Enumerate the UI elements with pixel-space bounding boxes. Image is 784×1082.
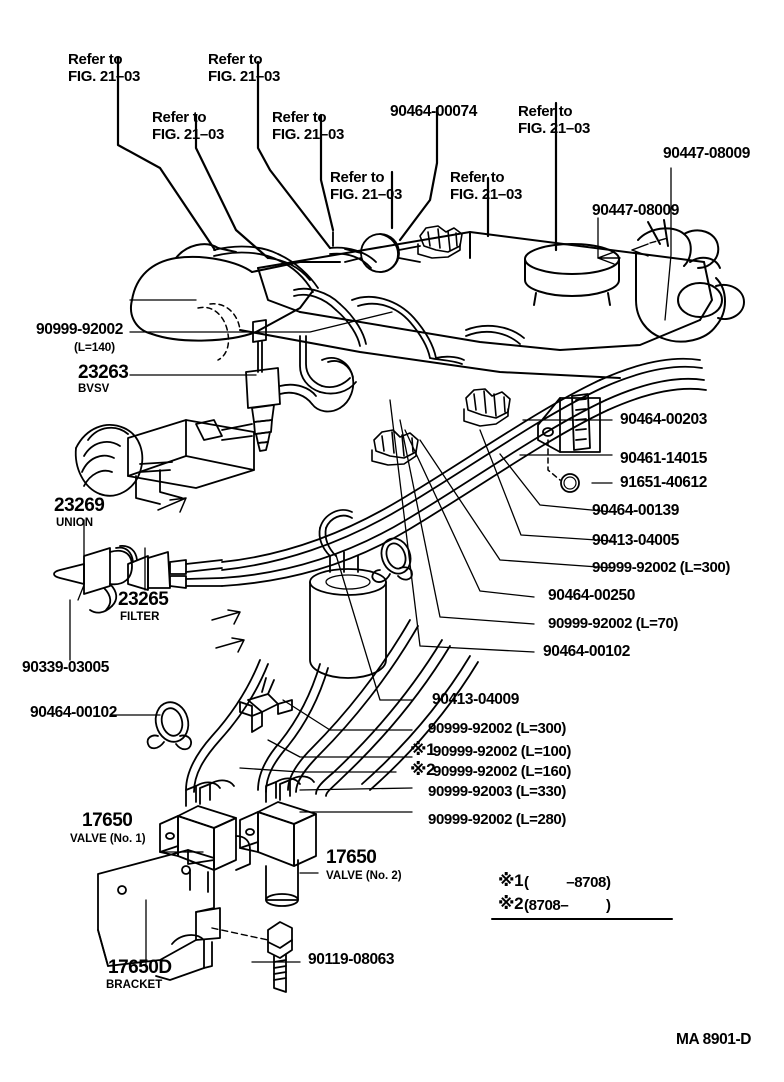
refer-label-7: Refer to FIG. 21–03 <box>518 103 591 137</box>
part-label-90999-92002-300-b: 90999-92002 (L=300) <box>428 720 566 737</box>
part-label-90447-08009-center: 90447-08009 <box>592 202 679 219</box>
part-label-90999-92002-280: 90999-92002 (L=280) <box>428 811 566 828</box>
part-label-90464-00102-right: 90464-00102 <box>543 643 630 660</box>
part-label-23269-sub: UNION <box>56 517 94 529</box>
left-duct <box>128 420 254 504</box>
part-label-m2-90999-92002-160: 90999-92002 (L=160) <box>433 763 571 780</box>
bolt-90119 <box>212 922 292 992</box>
clamp-cluster-mid <box>372 430 418 465</box>
part-label-23263-sub: BVSV <box>78 383 110 395</box>
left-bellows <box>76 425 172 496</box>
part-label-23269: 23269 <box>54 495 105 516</box>
part-label-17650-no2: 17650 <box>326 847 377 868</box>
part-label-90119-08063: 90119-08063 <box>308 951 395 968</box>
part-label-17650d-sub: BRACKET <box>106 979 163 991</box>
legend-row-1-text: ( –8708) <box>524 874 611 891</box>
refer-label-6: Refer to FIG. 21–03 <box>450 169 523 203</box>
part-label-m1-90999-92002-100: 90999-92002 (L=100) <box>433 743 571 760</box>
part-label-90999-92002-140: 90999-92002 <box>36 321 123 338</box>
part-label-91651-40612: 91651-40612 <box>620 474 707 491</box>
part-label-90999-92003-330: 90999-92003 (L=330) <box>428 783 566 800</box>
part-label-90464-00139: 90464-00139 <box>592 502 679 519</box>
valve-17650-no1 <box>160 780 250 892</box>
clamp-cluster-right-mid <box>464 389 510 426</box>
arrow-marks <box>158 498 244 652</box>
part-label-90464-00203: 90464-00203 <box>620 411 707 428</box>
refer-label-4: Refer to FIG. 21–03 <box>272 109 345 143</box>
legend-row-2-text: (8708– ) <box>524 897 611 914</box>
refer-label-5: Refer to FIG. 21–03 <box>330 169 403 203</box>
legend-mark-2: ※2 <box>498 894 524 913</box>
engine-upper-assembly <box>131 232 712 378</box>
part-label-17650-no2-sub: VALVE (No. 2) <box>326 870 402 882</box>
part-label-23265: 23265 <box>118 589 169 610</box>
refer-label-3: Refer to FIG. 21–03 <box>152 109 225 143</box>
part-label-23263: 23263 <box>78 362 129 383</box>
part-label-23265-sub: FILTER <box>120 611 160 623</box>
figure-code: MA 8901-D <box>676 1031 752 1048</box>
valve-17650-no2 <box>240 776 316 906</box>
mark-1-prefix: ※1 <box>410 740 436 759</box>
part-label-90413-04005: 90413-04005 <box>592 532 679 549</box>
part-label-90999-92002-140-length: (L=140) <box>74 340 115 354</box>
round-cap <box>525 244 619 305</box>
refer-label-2: Refer to FIG. 21–03 <box>208 51 281 85</box>
part-label-90413-04009: 90413-04009 <box>432 691 519 708</box>
part-label-90999-92002-70: 90999-92002 (L=70) <box>548 615 678 632</box>
ring-clamp-lower <box>148 699 193 750</box>
filter-23265 <box>128 552 222 590</box>
part-label-90461-14015: 90461-14015 <box>620 450 707 467</box>
refer-label-1: Refer to FIG. 21–03 <box>68 51 141 85</box>
part-label-90464-00102-left: 90464-00102 <box>30 704 117 721</box>
part-label-90464-00250: 90464-00250 <box>548 587 635 604</box>
part-label-17650d: 17650D <box>108 957 172 978</box>
part-label-90447-08009-right: 90447-08009 <box>663 145 750 162</box>
mark-2-prefix: ※2 <box>410 760 436 779</box>
part-label-90339-03005: 90339-03005 <box>22 659 109 676</box>
part-label-90464-00074: 90464-00074 <box>390 103 477 120</box>
part-label-17650-no1: 17650 <box>82 810 133 831</box>
legend-mark-1: ※1 <box>498 871 524 890</box>
part-label-90999-92002-300-a: 90999-92002 (L=300) <box>592 559 730 576</box>
part-label-17650-no1-sub: VALVE (No. 1) <box>70 833 146 845</box>
